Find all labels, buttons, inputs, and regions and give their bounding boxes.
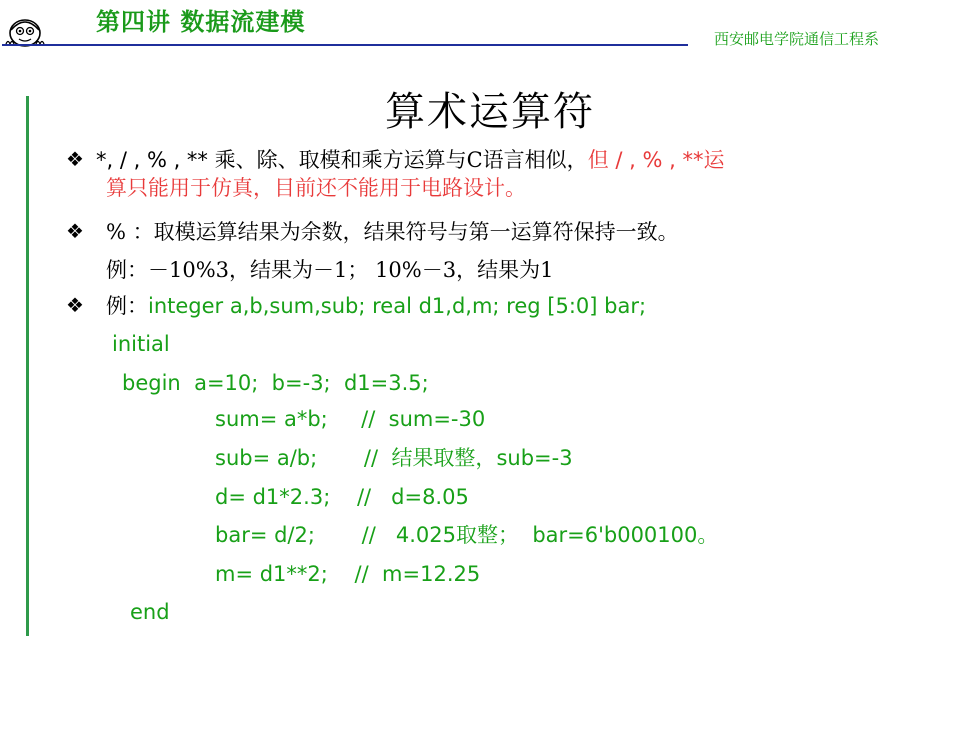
- left-accent-rule: [26, 96, 29, 636]
- bullet-2-line-2: 例：－10%3，结果为－1； 10%－3，结果为1: [106, 258, 554, 282]
- code-line-d: d= d1*2.3; // d=8.05: [215, 485, 469, 509]
- bullet-1-line-2: 算只能用于仿真，目前还不能用于电路设计。: [106, 176, 526, 200]
- bullet-2-line-1: % ：取模运算结果为余数，结果符号与第一运算符保持一致。: [106, 220, 679, 244]
- bullet-3-declaration: integer a,b,sum,sub; real d1,d,m; reg [5:0] bar;: [148, 294, 647, 318]
- code-line-sub-comment: 结果取整，: [391, 446, 497, 470]
- lecture-title: 第四讲 数据流建模: [96, 8, 306, 36]
- code-initial: initial: [112, 332, 170, 356]
- code-line-sub-expr: sub= a/b; //: [215, 446, 392, 470]
- bullet-3-prefix: 例：: [106, 294, 148, 318]
- bullet-1-operators: *, / , % , **: [96, 148, 208, 172]
- bullet-1-red-text-2: 运: [703, 148, 725, 172]
- code-end: end: [130, 600, 170, 624]
- bullet-icon: ❖: [66, 147, 84, 171]
- code-line-bar-comment: 取整；: [455, 523, 519, 547]
- code-line-sum: sum= a*b; // sum=-30: [215, 407, 486, 431]
- bullet-1-text: 乘、除、取模和乘方运算与C语言相似，: [207, 148, 588, 172]
- code-line-bar-expr: bar= d/2; // 4.025: [215, 523, 456, 547]
- bullet-1-line-1: [96, 146, 724, 174]
- header-divider: [2, 44, 688, 46]
- bullet-icon: ❖: [66, 219, 84, 243]
- slide-title: 算术运算符: [385, 89, 595, 135]
- code-line-bar: [215, 521, 718, 549]
- code-line-sub-result: sub=-3: [496, 446, 573, 470]
- code-line-m: m= d1**2; // m=12.25: [215, 562, 481, 586]
- code-line-bar-result: bar=6'b000100。: [518, 523, 719, 547]
- code-begin-line: begin a=10; b=-3; d1=3.5;: [122, 371, 429, 395]
- bullet-1-red-operators: / , % , **: [608, 148, 704, 172]
- bullet-icon: ❖: [66, 293, 84, 317]
- bullet-1-red-text-1: 但: [587, 148, 609, 172]
- code-line-sub: [215, 444, 573, 472]
- school-name: 西安邮电学院通信工程系: [714, 30, 880, 48]
- bullet-3-line-1: [106, 292, 646, 320]
